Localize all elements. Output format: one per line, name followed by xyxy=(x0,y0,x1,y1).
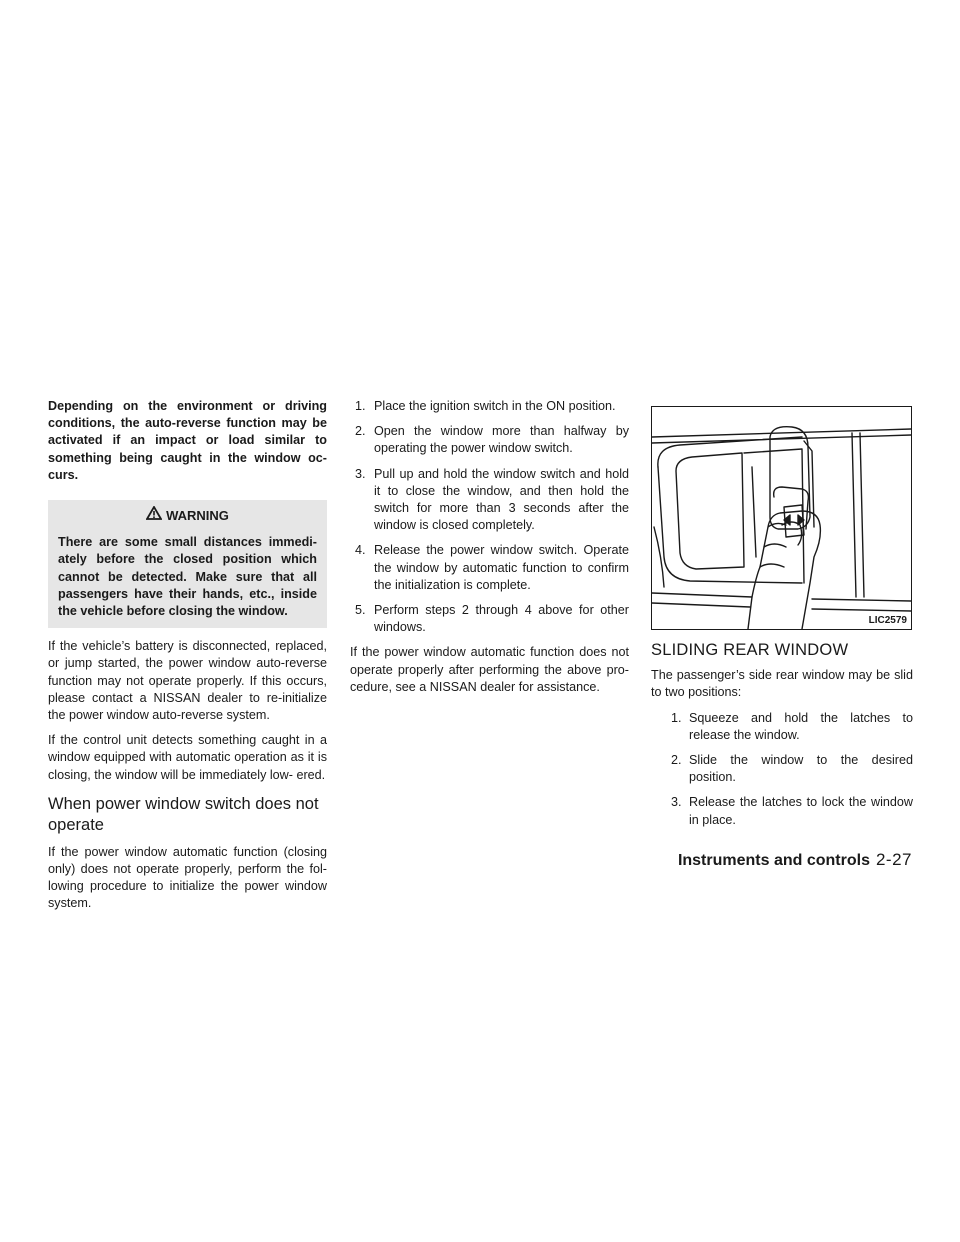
left-column xyxy=(48,398,327,921)
step-number: 1. xyxy=(671,710,682,725)
step-text: Squeeze and hold the latches to release the window. xyxy=(689,710,913,742)
control-unit-paragraph: If the control unit detects something caught in a window equipped with automatic operation as it is closing, the window will be immediately low- ered. xyxy=(48,733,327,782)
step-number: 3. xyxy=(671,795,682,810)
list-item xyxy=(651,794,913,828)
switch-not-operate-heading: When power window switch does not operate xyxy=(48,794,319,834)
step-number: 5. xyxy=(355,603,366,618)
step-text: Slide the window to the desired position. xyxy=(689,753,913,785)
auto-reverse-note: Depending on the environment or driving conditions, the auto-reverse function may be activated if an impact or load similar to something being caught in the window oc- curs. xyxy=(48,399,327,482)
chapter-title: Instruments and controls xyxy=(677,852,870,869)
figure-code: LIC2579 xyxy=(868,615,907,626)
list-item xyxy=(350,602,629,636)
right-column xyxy=(651,634,913,837)
step-number: 4. xyxy=(355,543,366,558)
dealer-assistance-paragraph: If the power window automatic function does not operate properly after performing the above pro- cedure, see a NISSAN dealer for assistance. xyxy=(350,645,629,694)
list-item xyxy=(350,398,629,415)
list-item xyxy=(350,542,629,594)
step-text: Open the window more than halfway by operating the power window switch. xyxy=(374,424,629,456)
page-number: 2-27 xyxy=(875,850,912,869)
sliding-window-illustration xyxy=(651,406,912,630)
step-text: Pull up and hold the window switch and hold it to close the window, and then hold the switch for more than 3 seconds after the window is closed completely. xyxy=(374,466,629,533)
step-number: 2. xyxy=(671,753,682,768)
warning-title: WARNING xyxy=(166,507,229,523)
warning-triangle-icon xyxy=(146,506,162,524)
list-item xyxy=(350,466,629,535)
step-number: 3. xyxy=(355,466,366,481)
sliding-window-steps xyxy=(651,710,913,829)
warning-heading xyxy=(58,506,317,524)
initialize-steps xyxy=(350,398,629,636)
warning-text: There are some small distances immedi- ately before the closed position which cannot be detected. Make sure that all passengers have their hands, etc., inside the vehicle before closing the window. xyxy=(58,535,317,619)
step-number: 1. xyxy=(355,399,366,413)
window-latch-drawing xyxy=(652,407,911,629)
list-item xyxy=(651,752,913,786)
initialize-paragraph: If the power window automatic function (closing only) does not operate properly, perform the fol- lowing procedure to initialize the power window system. xyxy=(48,844,327,911)
list-item xyxy=(651,710,913,744)
step-text: Perform steps 2 through 4 above for other windows. xyxy=(374,603,629,635)
step-text: Release the power window switch. Operate the window by automatic function to confirm the initialization is complete. xyxy=(374,543,629,592)
list-item xyxy=(350,423,629,457)
middle-column xyxy=(350,398,629,704)
warning-box xyxy=(48,500,327,628)
page-footer xyxy=(678,850,912,870)
step-text: Place the ignition switch in the ON position. xyxy=(374,399,616,413)
battery-paragraph: If the vehicle’s battery is disconnected, replaced, or jump started, the power window auto-reverse function may not operate properly. If this occurs, please contact a NISSAN dealer to re-initialize the power window auto-reverse system. xyxy=(48,639,327,723)
step-text: Release the latches to lock the window in place. xyxy=(689,795,913,827)
sliding-rear-window-heading: SLIDING REAR WINDOW xyxy=(651,641,849,659)
step-number: 2. xyxy=(355,424,366,439)
sliding-window-intro: The passenger’s side rear window may be slid to two positions: xyxy=(651,668,913,700)
